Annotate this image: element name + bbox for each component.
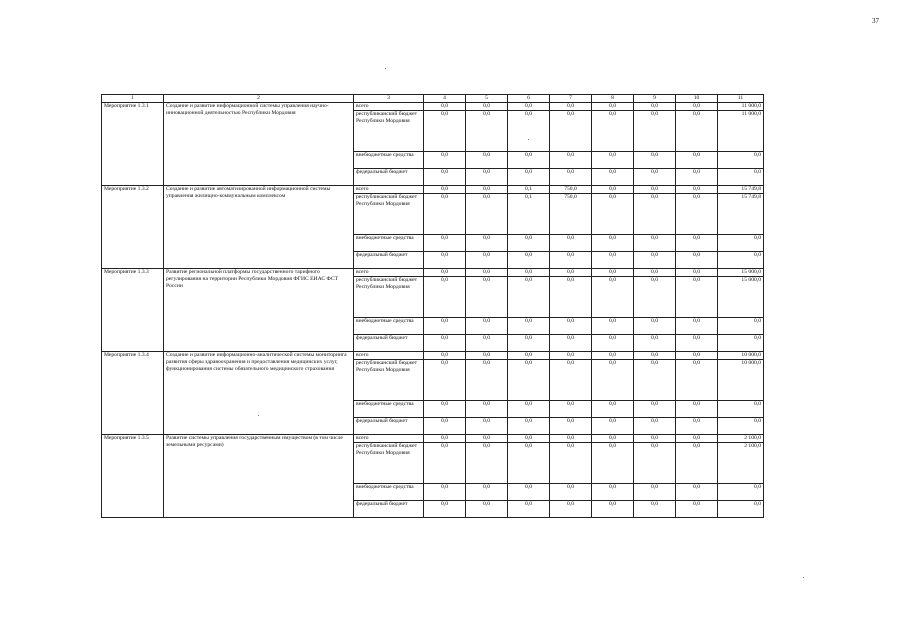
amount-cell: 0,0 <box>550 443 592 484</box>
funding-source: внебюджетные средства <box>354 235 424 252</box>
amount-cell: 0,0 <box>634 194 676 235</box>
funding-source: всего <box>354 352 424 360</box>
amount-cell: 0,0 <box>424 335 466 352</box>
amount-cell: 0,0 <box>676 335 718 352</box>
amount-cell: 0,0 <box>550 335 592 352</box>
amount-cell: 0,0 <box>676 435 718 443</box>
scan-speck <box>803 577 804 578</box>
amount-cell: 0,0 <box>424 103 466 111</box>
amount-cell: 15 749,8 <box>718 194 764 235</box>
activity-code: Мероприятие 1.3.1 <box>102 103 164 186</box>
amount-cell: 0,0 <box>676 360 718 401</box>
amount-cell: 11 000,0 <box>718 103 764 111</box>
amount-cell: 750,0 <box>550 194 592 235</box>
amount-cell: 0,0 <box>550 235 592 252</box>
amount-cell: 11 000,0 <box>718 111 764 152</box>
amount-cell: 0,0 <box>634 335 676 352</box>
amount-cell: 0,0 <box>550 169 592 186</box>
amount-cell: 0,0 <box>634 318 676 335</box>
amount-cell: 0,0 <box>634 103 676 111</box>
amount-cell: 0,0 <box>676 277 718 318</box>
column-header: 7 <box>550 95 592 103</box>
amount-cell: 0,0 <box>466 335 508 352</box>
amount-cell: 0,0 <box>592 401 634 418</box>
amount-cell: 0,0 <box>424 169 466 186</box>
amount-cell: 0,0 <box>718 335 764 352</box>
amount-cell: 0,0 <box>592 269 634 277</box>
column-header: 6 <box>508 95 550 103</box>
amount-cell: 0,0 <box>466 418 508 435</box>
amount-cell: 0,0 <box>508 352 550 360</box>
amount-cell: 0,0 <box>634 435 676 443</box>
funding-source: федеральный бюджет <box>354 501 424 518</box>
amount-cell: 0,0 <box>592 360 634 401</box>
amount-cell: 0,0 <box>424 401 466 418</box>
amount-cell: 0,0 <box>424 152 466 169</box>
amount-cell: 0,0 <box>718 401 764 418</box>
amount-cell: 0,0 <box>676 152 718 169</box>
amount-cell: 0,0 <box>550 111 592 152</box>
amount-cell: 0,0 <box>634 352 676 360</box>
amount-cell: 0,0 <box>550 401 592 418</box>
amount-cell: 2 100,0 <box>718 435 764 443</box>
amount-cell: 0,0 <box>676 235 718 252</box>
table-row <box>102 103 764 111</box>
amount-cell: 0,0 <box>634 269 676 277</box>
amount-cell: 0,0 <box>508 501 550 518</box>
amount-cell: 0,0 <box>508 484 550 501</box>
amount-cell: 0,0 <box>592 169 634 186</box>
amount-cell: 0,0 <box>466 352 508 360</box>
amount-cell: 0,0 <box>466 501 508 518</box>
amount-cell: 0,0 <box>424 318 466 335</box>
amount-cell: 15 749,8 <box>718 186 764 194</box>
amount-cell: 0,0 <box>508 277 550 318</box>
amount-cell: 0,0 <box>508 152 550 169</box>
amount-cell: 0,0 <box>676 501 718 518</box>
amount-cell: 0,0 <box>718 501 764 518</box>
amount-cell: 0,0 <box>424 111 466 152</box>
amount-cell: 0,0 <box>592 352 634 360</box>
amount-cell: 0,0 <box>550 103 592 111</box>
amount-cell: 0,0 <box>634 252 676 269</box>
amount-cell: 0,0 <box>550 435 592 443</box>
amount-cell: 0,0 <box>592 235 634 252</box>
amount-cell: 0,0 <box>592 484 634 501</box>
activity-code: Мероприятие 1.3.3 <box>102 269 164 352</box>
amount-cell: 0,0 <box>466 235 508 252</box>
amount-cell: 0,0 <box>718 418 764 435</box>
amount-cell: 0,0 <box>508 360 550 401</box>
amount-cell: 0,0 <box>424 194 466 235</box>
column-header: 9 <box>634 95 676 103</box>
amount-cell: 0,0 <box>508 335 550 352</box>
amount-cell: 0,0 <box>550 277 592 318</box>
table-row <box>102 269 764 277</box>
table-row <box>102 352 764 360</box>
amount-cell: 0,0 <box>508 235 550 252</box>
amount-cell: 0,0 <box>634 169 676 186</box>
amount-cell: 0,0 <box>424 360 466 401</box>
amount-cell: 0,0 <box>550 501 592 518</box>
amount-cell: 0,0 <box>676 194 718 235</box>
activity-code: Мероприятие 1.3.5 <box>102 435 164 518</box>
activity-name: Создание и развитие информационно-аналитической системы мониторинга развития сферы здравоохранения и предоставления медицинских услуг, функционирования системы обязательного медицинского страхования <box>164 352 354 435</box>
funding-source: федеральный бюджет <box>354 335 424 352</box>
amount-cell: 0,0 <box>550 360 592 401</box>
amount-cell: 10 000,0 <box>718 352 764 360</box>
amount-cell: 0,0 <box>634 418 676 435</box>
amount-cell: 0,0 <box>466 152 508 169</box>
amount-cell: 0,0 <box>550 269 592 277</box>
amount-cell: 15 000,0 <box>718 277 764 318</box>
amount-cell: 0,0 <box>466 194 508 235</box>
amount-cell: 0,1 <box>508 194 550 235</box>
amount-cell: 0,0 <box>466 435 508 443</box>
amount-cell: 0,0 <box>676 269 718 277</box>
amount-cell: 0,0 <box>508 111 550 152</box>
funding-source: республиканский бюджет Республики Мордовия <box>354 194 424 235</box>
amount-cell: 0,0 <box>424 235 466 252</box>
funding-source: федеральный бюджет <box>354 169 424 186</box>
amount-cell: 0,0 <box>424 484 466 501</box>
amount-cell: 750,0 <box>550 186 592 194</box>
amount-cell: 0,0 <box>676 443 718 484</box>
column-header: 5 <box>466 95 508 103</box>
amount-cell: 0,0 <box>718 152 764 169</box>
amount-cell: 0,0 <box>466 484 508 501</box>
header-row <box>102 95 764 103</box>
funding-source: республиканский бюджет Республики Мордовия <box>354 111 424 152</box>
amount-cell: 0,0 <box>676 418 718 435</box>
amount-cell: 0,0 <box>466 103 508 111</box>
amount-cell: 0,0 <box>592 194 634 235</box>
funding-source: внебюджетные средства <box>354 484 424 501</box>
column-header: 10 <box>676 95 718 103</box>
amount-cell: 0,0 <box>550 418 592 435</box>
amount-cell: 0,0 <box>592 252 634 269</box>
amount-cell: 0,0 <box>466 186 508 194</box>
amount-cell: 0,0 <box>550 318 592 335</box>
table-row <box>102 186 764 194</box>
funding-source: внебюджетные средства <box>354 152 424 169</box>
amount-cell: 0,0 <box>550 152 592 169</box>
funding-source: всего <box>354 186 424 194</box>
amount-cell: 0,0 <box>718 169 764 186</box>
activity-name: Развитие региональной платформы государственного тарифного регулирования на территории Республики Мордовия ФГИС ЕИАС ФСТ России <box>164 269 354 352</box>
amount-cell: 0,0 <box>466 401 508 418</box>
amount-cell: 0,0 <box>424 501 466 518</box>
amount-cell: 0,0 <box>676 318 718 335</box>
amount-cell: 0,0 <box>676 401 718 418</box>
funding-source: республиканский бюджет Республики Мордовия <box>354 277 424 318</box>
activity-name: Развитие системы управления государственным имуществом (в том числе земельными ресурсами) <box>164 435 354 518</box>
amount-cell: 0,0 <box>592 277 634 318</box>
funding-source: республиканский бюджет Республики Мордовия <box>354 443 424 484</box>
activity-name: Создание и развитие автоматизированной информационной системы управления жилищно-коммунальным комплексом <box>164 186 354 269</box>
amount-cell: 0,0 <box>592 443 634 484</box>
amount-cell: 0,0 <box>592 186 634 194</box>
amount-cell: 0,0 <box>466 277 508 318</box>
amount-cell: 0,0 <box>466 252 508 269</box>
amount-cell: 0,0 <box>676 186 718 194</box>
activity-code: Мероприятие 1.3.4 <box>102 352 164 435</box>
amount-cell: 0,0 <box>424 186 466 194</box>
amount-cell: 0,0 <box>508 443 550 484</box>
scan-speck <box>385 68 386 69</box>
amount-cell: 0,0 <box>634 152 676 169</box>
amount-cell: 0,0 <box>592 435 634 443</box>
funding-source: всего <box>354 435 424 443</box>
amount-cell: 0,0 <box>550 352 592 360</box>
amount-cell: 0,0 <box>466 360 508 401</box>
amount-cell: 0,0 <box>676 169 718 186</box>
amount-cell: 0,0 <box>676 352 718 360</box>
activity-name: Создание и развитие информационной системы управления научно-инновационной деятельностью Республики Мордовия <box>164 103 354 186</box>
amount-cell: 0,0 <box>592 418 634 435</box>
column-header: 4 <box>424 95 466 103</box>
amount-cell: 0,0 <box>508 318 550 335</box>
amount-cell: 0,0 <box>592 501 634 518</box>
activity-code: Мероприятие 1.3.2 <box>102 186 164 269</box>
funding-source: республиканский бюджет Республики Мордовия <box>354 360 424 401</box>
amount-cell: 0,0 <box>592 335 634 352</box>
budget-table <box>101 94 764 518</box>
amount-cell: 10 000,0 <box>718 360 764 401</box>
amount-cell: 0,0 <box>466 111 508 152</box>
amount-cell: 0,0 <box>718 484 764 501</box>
amount-cell: 0,0 <box>424 252 466 269</box>
amount-cell: 0,0 <box>634 277 676 318</box>
amount-cell: 0,0 <box>508 435 550 443</box>
funding-source: федеральный бюджет <box>354 252 424 269</box>
amount-cell: 0,0 <box>634 235 676 252</box>
amount-cell: 0,0 <box>676 111 718 152</box>
amount-cell: 0,0 <box>634 186 676 194</box>
amount-cell: 0,1 <box>508 186 550 194</box>
amount-cell: 0,0 <box>634 401 676 418</box>
amount-cell: 0,0 <box>550 252 592 269</box>
amount-cell: 0,0 <box>424 418 466 435</box>
amount-cell: 0,0 <box>424 269 466 277</box>
page-number: 37 <box>872 17 879 25</box>
amount-cell: 0,0 <box>592 103 634 111</box>
amount-cell: 0,0 <box>508 401 550 418</box>
amount-cell: 0,0 <box>676 252 718 269</box>
amount-cell: 0,0 <box>592 152 634 169</box>
amount-cell: 0,0 <box>718 318 764 335</box>
amount-cell: 0,0 <box>508 103 550 111</box>
amount-cell: 0,0 <box>466 169 508 186</box>
funding-source: всего <box>354 103 424 111</box>
column-header: 11 <box>718 95 764 103</box>
funding-source: внебюджетные средства <box>354 318 424 335</box>
column-header: 3 <box>354 95 424 103</box>
amount-cell: 0,0 <box>718 235 764 252</box>
amount-cell: 0,0 <box>634 360 676 401</box>
amount-cell: 0,0 <box>718 252 764 269</box>
amount-cell: 0,0 <box>634 443 676 484</box>
amount-cell: 0,0 <box>634 501 676 518</box>
table-row <box>102 435 764 443</box>
amount-cell: 0,0 <box>634 484 676 501</box>
amount-cell: 0,0 <box>424 435 466 443</box>
funding-source: федеральный бюджет <box>354 418 424 435</box>
amount-cell: 0,0 <box>508 252 550 269</box>
amount-cell: 0,0 <box>466 318 508 335</box>
amount-cell: 0,0 <box>676 484 718 501</box>
amount-cell: 0,0 <box>424 277 466 318</box>
amount-cell: 0,0 <box>466 269 508 277</box>
amount-cell: 2 100,0 <box>718 443 764 484</box>
amount-cell: 15 000,0 <box>718 269 764 277</box>
amount-cell: 0,0 <box>550 484 592 501</box>
amount-cell: 0,0 <box>508 269 550 277</box>
amount-cell: 0,0 <box>424 352 466 360</box>
amount-cell: 0,0 <box>592 318 634 335</box>
column-header: 8 <box>592 95 634 103</box>
amount-cell: 0,0 <box>592 111 634 152</box>
amount-cell: 0,0 <box>508 169 550 186</box>
column-header: 2 <box>164 95 354 103</box>
column-header: 1 <box>102 95 164 103</box>
amount-cell: 0,0 <box>676 103 718 111</box>
amount-cell: 0,0 <box>508 418 550 435</box>
funding-source: внебюджетные средства <box>354 401 424 418</box>
amount-cell: 0,0 <box>424 443 466 484</box>
table-body <box>102 103 764 518</box>
funding-source: всего <box>354 269 424 277</box>
amount-cell: 0,0 <box>634 111 676 152</box>
amount-cell: 0,0 <box>466 443 508 484</box>
